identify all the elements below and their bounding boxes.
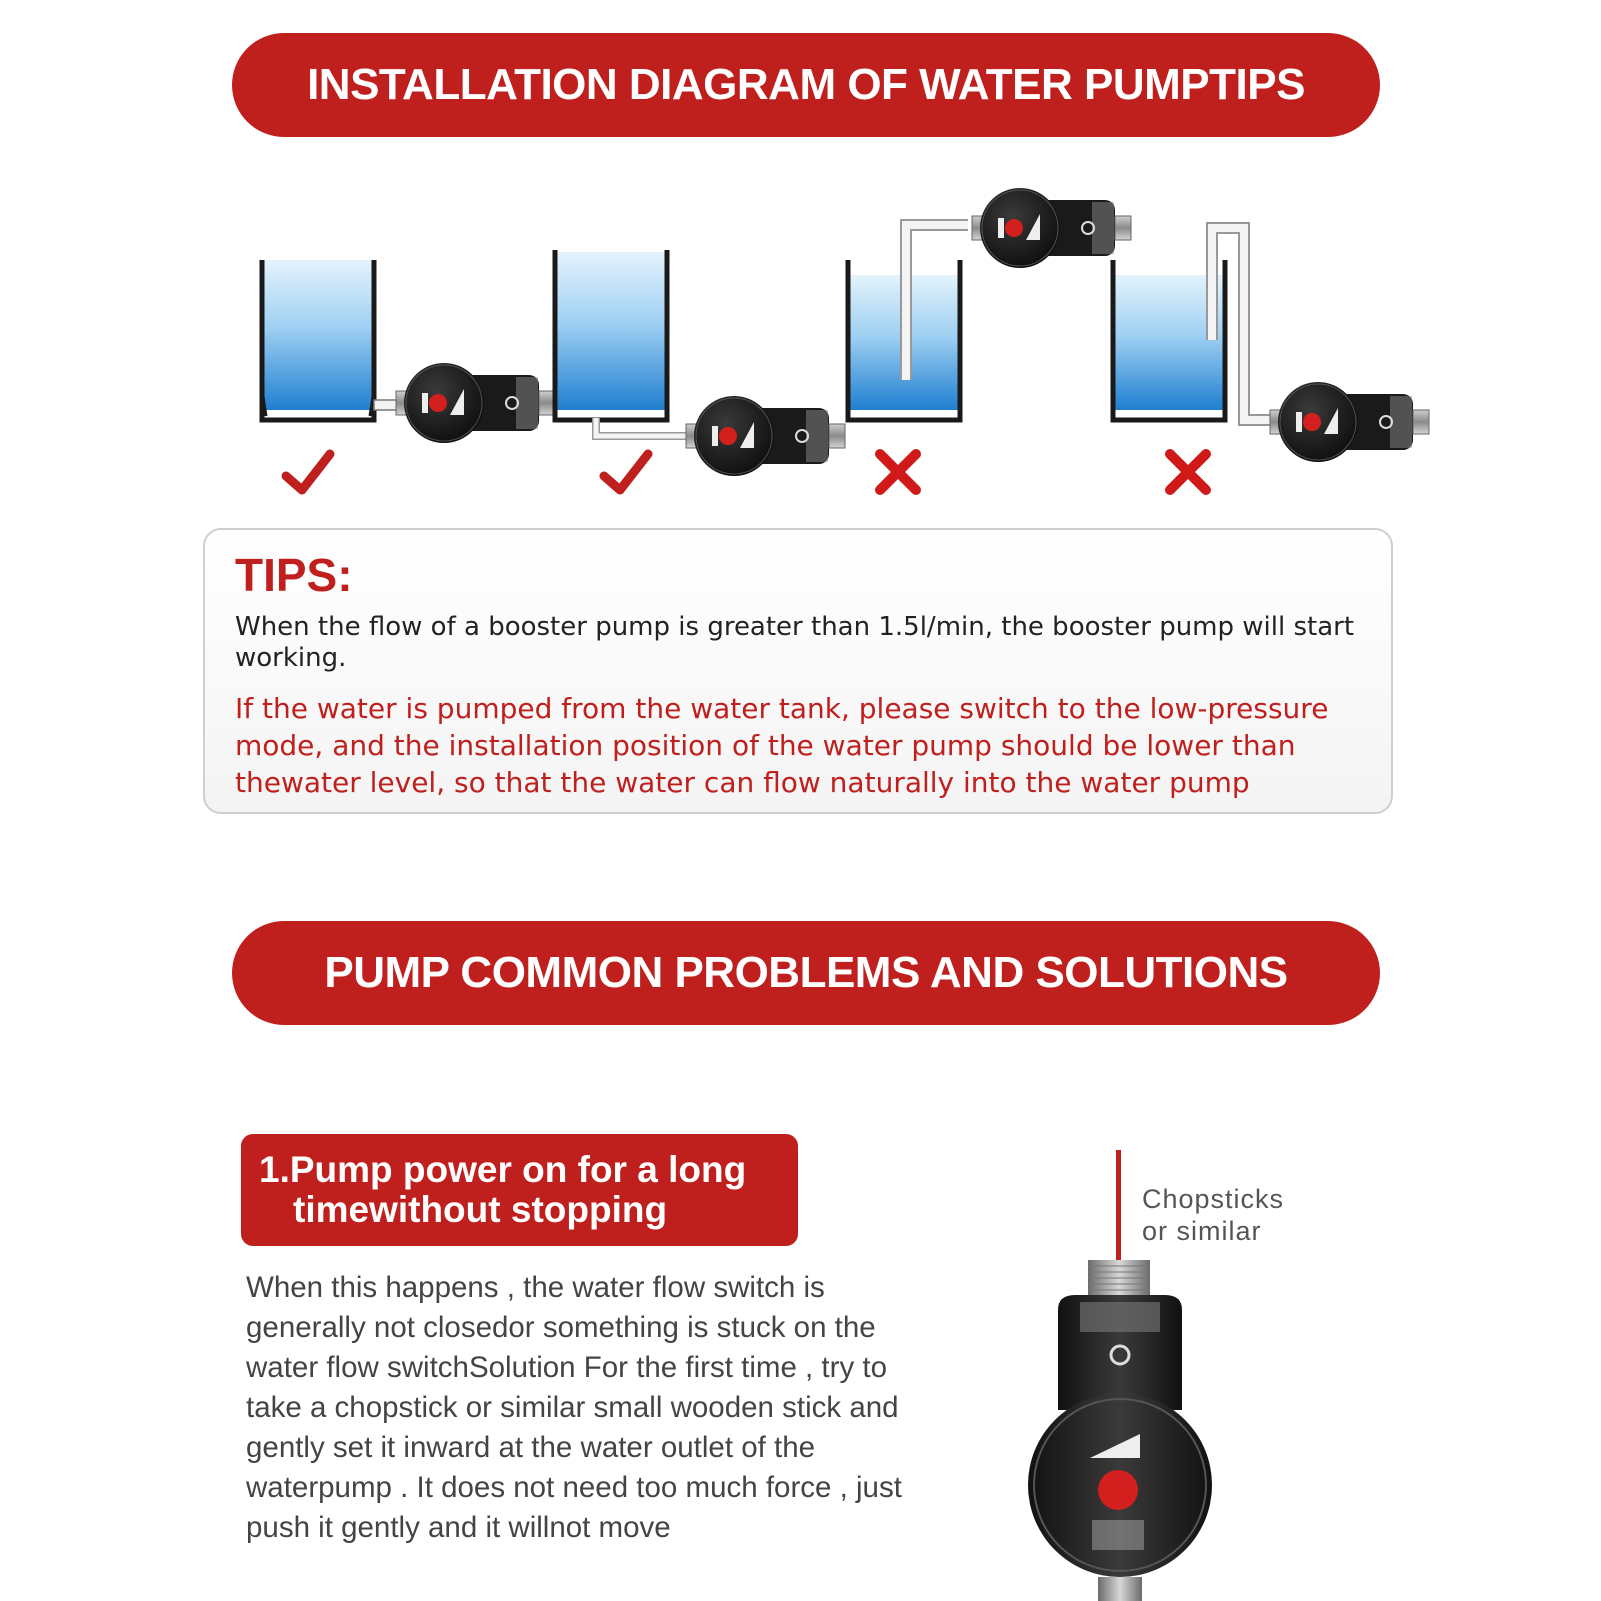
tips-text-water-tank: If the water is pumped from the water tank, please switch to the low-pressure mode, and the installation position of the water pump should be lower than thewater level, so that the water can flow naturally into the water pump: [235, 692, 1329, 799]
configuration-3: [848, 188, 1131, 490]
chopsticks-label-line2: or similar: [1142, 1216, 1262, 1246]
configuration-1: [262, 260, 555, 490]
pump-photo: [1000, 1140, 1240, 1601]
problems-banner: [232, 921, 1380, 1025]
check-mark-icon: [604, 454, 648, 490]
check-mark-icon: [286, 454, 330, 490]
configuration-2: [555, 250, 845, 490]
pump-power-button-icon: [1098, 1470, 1138, 1510]
problem-1-label-line1: 1.Pump power on for a long: [259, 1149, 747, 1190]
water-tank-1: [262, 260, 374, 410]
problem-1-solution-text: When this happens , the water flow switch is generally not closedor something is stuck on the water flow switchSolution For the first time , try to take a chopstick or similar small wooden stick and gently set it inward at the water outlet of the waterpump . It does not need too much force , just push it gently and it willnot move: [246, 1271, 902, 1544]
cross-mark-icon: [880, 454, 916, 490]
installation-diagram: [0, 180, 1601, 510]
chopsticks-label-line1: Chopsticks: [1142, 1184, 1285, 1214]
problem-1-label: [241, 1134, 798, 1246]
tips-box: [203, 528, 1393, 814]
problems-banner-title: PUMP COMMON PROBLEMS AND SOLUTIONS: [324, 948, 1288, 997]
tips-title: TIPS:: [235, 549, 353, 601]
cross-mark-icon: [1170, 454, 1206, 490]
pump-1: [396, 363, 555, 443]
problem-1-label-line2: timewithout stopping: [293, 1189, 668, 1230]
pump-2: [686, 396, 845, 476]
installation-banner-title: INSTALLATION DIAGRAM OF WATER PUMPTIPS: [307, 60, 1305, 109]
pump-4: [1270, 382, 1429, 462]
installation-banner: [232, 33, 1380, 137]
pump-3: [972, 188, 1131, 268]
water-tank-2: [555, 252, 667, 410]
tips-text-flow: When the flow of a booster pump is greater than 1.5l/min, the booster pump will start working.: [235, 612, 1355, 673]
configuration-4: [1113, 228, 1429, 490]
